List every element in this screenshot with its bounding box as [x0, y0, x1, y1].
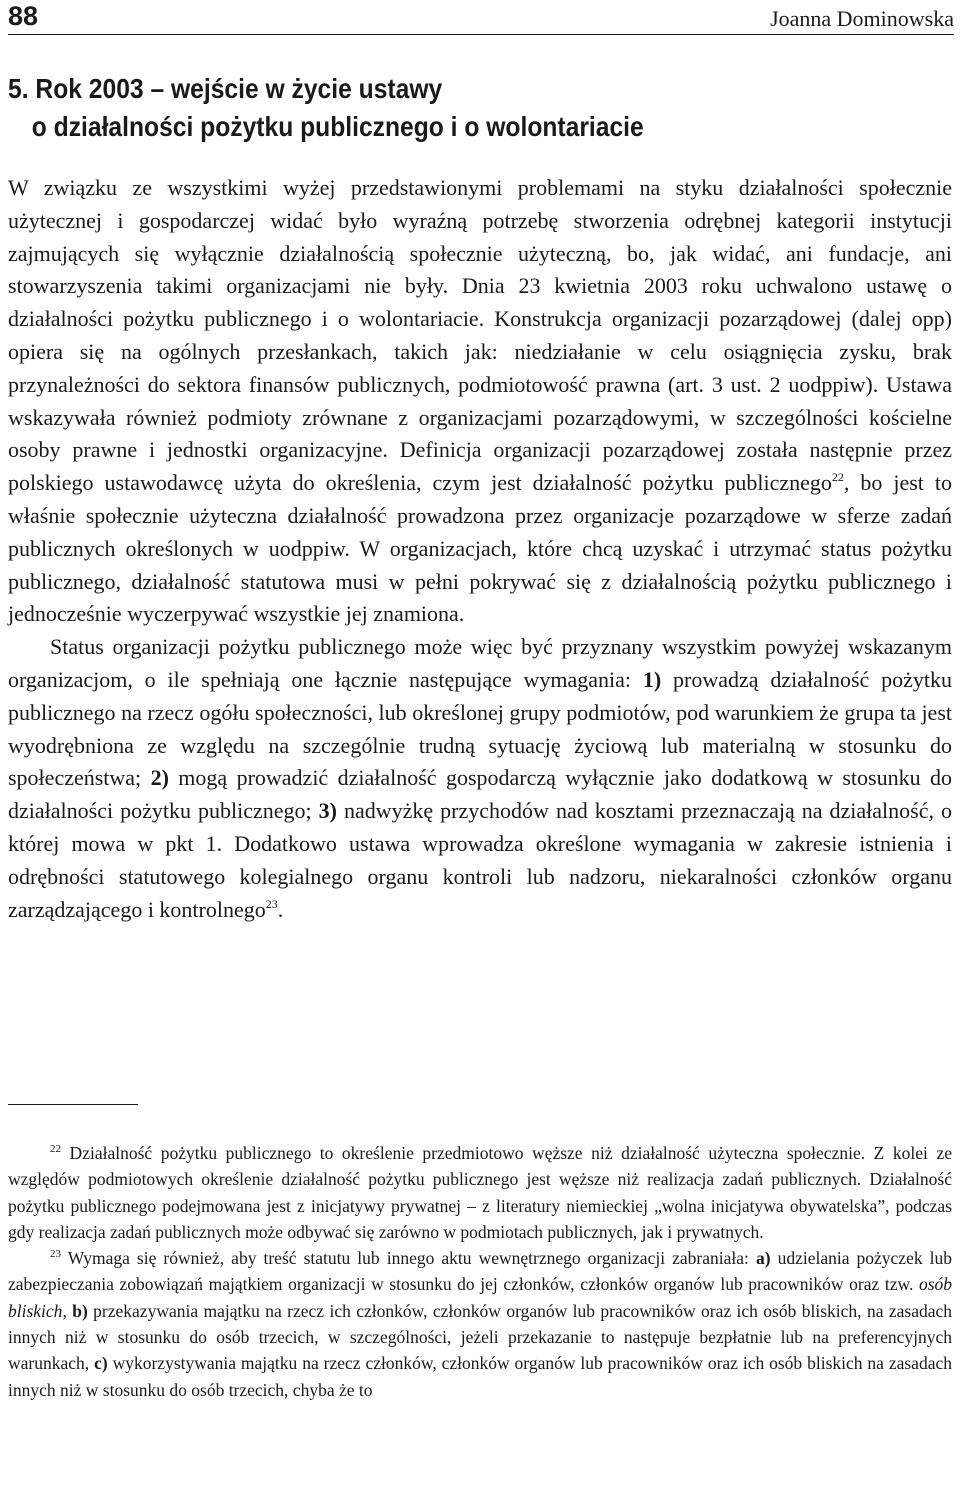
- paragraph-2-text-c: mogą prowadzić działalność gospodarczą wyłącznie jako dodatkową w stosunku do działalności pożytku publicznego;: [8, 765, 952, 824]
- paragraph-2: [8, 631, 952, 926]
- paragraph-2-text-b: prowadzą działalność pożytku publicznego na rzecz ogółu społeczności, lub określonej grupy podmiotów, pod warunkiem że grupa ta jest wyodrębniona ze względu na szczególnie trudną sytuację życiową lub materialną w stosunku do społeczeństwa;: [8, 666, 953, 791]
- footnote-23-marker-b: b): [72, 1300, 88, 1321]
- heading-title-line1: Rok 2003 – wejście w życie ustawy: [35, 73, 443, 104]
- footnote-23-marker-a: a): [755, 1248, 771, 1269]
- paragraph-2-text-d: nadwyżkę przychodów nad kosztami przeznaczają na działalność, o której mowa w pkt 1. Dodatkowo ustawa wprowadza określone wymagania w zakresie istnienia i odrębności statutowego kolegialnego organu kontroli lub nadzoru, niekaralności członków organu zarządzającego i kontrolnego: [8, 798, 952, 922]
- heading-line-2: o działalności pożytku publicznego i o wolontariacie: [31, 111, 644, 142]
- paragraph-1-text-b: , bo jest to właśnie społecznie użyteczna działalność prowadzona przez organizacje pozarządowe w sferze zadań publicznych określonych w uodppiw. W organizacjach, które chcą uzyskać i utrzymać status pożytku publicznego, działalność statutowa musi w pełni pokrywać się z działalnością pożytku publicznego i jednocześnie wyczerpywać wszystkie jej znamiona.: [8, 470, 952, 627]
- paragraph-2-text-a: Status organizacji pożytku publicznego może więc być przyznany wszystkim powyżej wskazanym organizacjom, o ile spełniają one łącznie następujące wymagania:: [8, 634, 952, 692]
- footnote-23-text-a: Wymaga się również, aby treść statutu lub innego aktu wewnętrznego organizacji zabraniała:: [61, 1248, 756, 1269]
- footnotes: [8, 1140, 952, 1403]
- footnote-ref-23: 23: [265, 896, 278, 911]
- body-text: [8, 172, 952, 926]
- footnote-23-number: 23: [50, 1248, 61, 1261]
- paragraph-1: [8, 172, 952, 631]
- footnote-ref-22: 22: [831, 470, 844, 485]
- footnote-23-text-b: udzielania pożyczek lub zabezpieczania zobowiązań majątkiem organizacji w stosunku do jej członków, członków organów lub pracowników oraz tzw.: [8, 1248, 953, 1295]
- footnote-23-italic-term: osób bliskich: [8, 1274, 952, 1321]
- footnote-23: [8, 1245, 952, 1403]
- list-marker-2: 2): [150, 765, 169, 791]
- paragraph-1-text-a: W związku ze wszystkimi wyżej przedstawionymi problemami na styku działalności społecznie użytecznej i gospodarczej widać było wyraźną potrzebę stworzenia odrębnej kategorii instytucji zajmujących się wyłącznie działalnością społecznie użyteczną, bo, jak widać, ani fundacje, ani stowarzyszenia takimi organizacjami nie były. Dnia 23 kwietnia 2003 roku uchwalono ustawę o działalności pożytku publicznego i o wolontariacie. Konstrukcja organizacji pozarządowej (dalej opp) opiera się na ogólnych przesłankach, takich jak: niedziałanie w celu osiągnięcia zysku, brak przynależności do sektora finansów publicznych, podmiotowość prawna (art. 3 ust. 2 uodppiw). Ustawa wskazywała również podmioty zrównane z organizacjami pozarządowymi, w szczególności kościelne osoby prawne i jednostki organizacyjne. Definicja organizacji pozarządowej została następnie przez polskiego ustawodawcę użyta do określenia, czym jest działalność pożytku publicznego: [8, 175, 952, 496]
- section-heading: [8, 70, 941, 146]
- footnote-23-text-e: wykorzystywania majątku na rzecz członków, członków organów lub pracowników oraz ich osób bliskich na zasadach innych niż w stosunku do osób trzecich, chyba że to: [8, 1353, 952, 1400]
- footnote-separator: [8, 1104, 138, 1105]
- footnote-23-marker-c: c): [94, 1353, 108, 1374]
- footnote-22-text: Działalność pożytku publicznego to określenie przedmiotowo węższe niż działalność użyteczna społecznie. Z kolei ze względów podmiotowych określenie działalność pożytku publicznego jest węższe niż realizacja zadań publicznych. Działalność pożytku publicznego podejmowana jest z inicjatywy prywatnej – z literatury niemieckiej „wolna inicjatywa obywatelska”, podczas gdy realizacja zadań publicznych może odbywać się zarówno w podmiotach publicznych, jak i prywatnych.: [8, 1143, 952, 1242]
- paragraph-2-end: .: [277, 896, 284, 922]
- footnote-23-text-c: ,: [62, 1300, 73, 1321]
- heading-line-1: [8, 70, 941, 108]
- list-marker-3: 3): [318, 798, 337, 824]
- page-header: [8, 0, 954, 35]
- footnote-22: [8, 1140, 952, 1245]
- page-number: 88: [8, 1, 39, 31]
- footnote-23-text-d: przekazywania majątku na rzecz ich członków, członków organów lub pracowników oraz ich osób bliskich, na zasadach innych niż w stosunku do osób trzecich, w szczególności, jeżeli przekazanie to następuje bezpłatnie lub na preferencyjnych warunkach,: [8, 1300, 952, 1374]
- footnote-22-number: 22: [50, 1143, 61, 1155]
- list-marker-1: 1): [642, 666, 662, 692]
- heading-number: 5.: [8, 73, 29, 104]
- running-head-author: Joanna Dominowska: [770, 6, 954, 31]
